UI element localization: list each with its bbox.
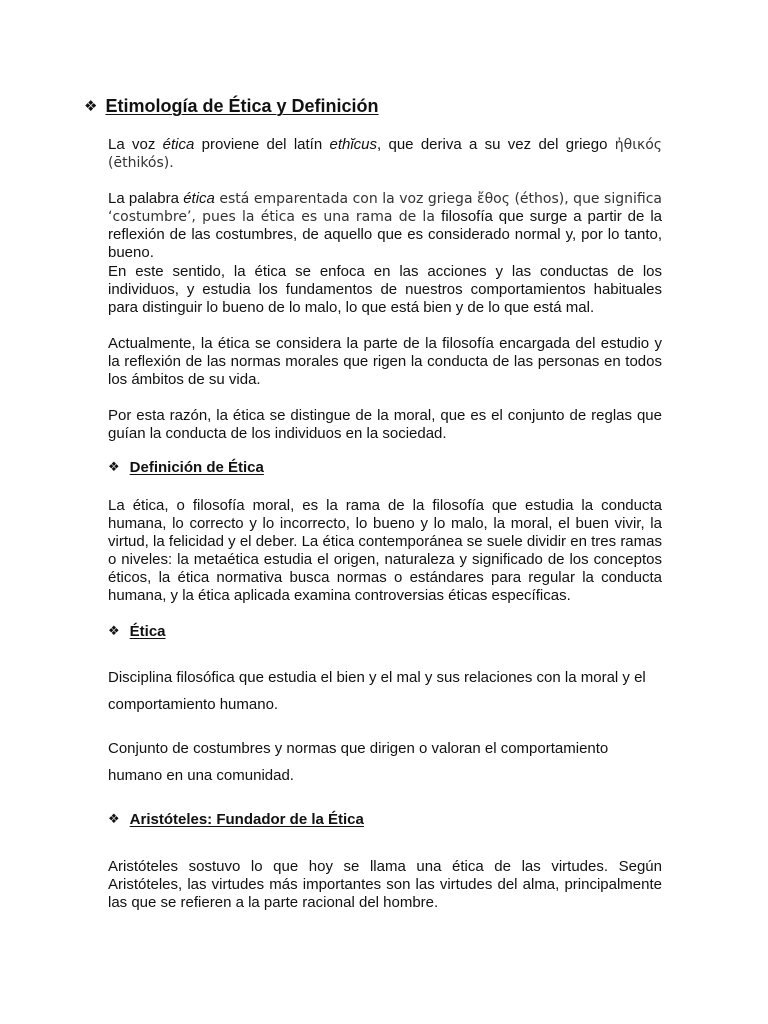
heading-definicion <box>108 459 264 476</box>
diamond-bullet-icon: ❖ <box>108 460 120 475</box>
paragraph-disciplina: Disciplina filosófica que estudia el bien y el mal y sus relaciones con la moral y el comportamiento humano. <box>108 669 646 713</box>
heading-aristoteles <box>108 811 364 828</box>
main-heading-text: Etimología de Ética y Definición <box>105 96 379 116</box>
greek-term: ἠθικός (ēthikós) <box>108 137 662 171</box>
heading-etica-text: Ética <box>129 623 166 640</box>
paragraph-actualmente: Actualmente, la ética se considera la parte de la filosofía encargada del estudio y la reflexión de las normas morales que rigen la conducta de las personas en todos los ámbitos de su vida. <box>108 335 662 388</box>
paragraph-conjunto: Conjunto de costumbres y normas que dirigen o valoran el comportamiento humano en una comunidad. <box>108 740 609 784</box>
heading-etica <box>108 623 166 640</box>
diamond-bullet-icon: ❖ <box>84 97 98 115</box>
heading-definicion-text: Definición de Ética <box>129 459 264 476</box>
italic-etica: ética <box>162 136 195 153</box>
main-heading <box>84 96 379 117</box>
paragraph-etimologia: La voz ética proviene del latín ethĭcus, que deriva a su vez del griego ἠθικός (ēthikós). <box>108 136 662 171</box>
heading-aristoteles-text: Aristóteles: Fundador de la Ética <box>129 811 364 828</box>
paragraph-palabra-etica: La palabra ética está emparentada con la voz griega ἔθος (éthos), que significa ‘costumbre’, pues la ética es una rama de la filosofía que surge a partir de la reflexión de las costumbres, de aquello que es considerado normal y, por lo tanto, bueno. <box>108 190 662 261</box>
diamond-bullet-icon: ❖ <box>108 624 120 639</box>
italic-ethicus: ethĭcus <box>329 136 378 153</box>
paragraph-razon: Por esta razón, la ética se distingue de la moral, que es el conjunto de reglas que guían la conducta de los individuos en la sociedad. <box>108 407 662 442</box>
paragraph-sentido: En este sentido, la ética se enfoca en las acciones y las conductas de los individuos, y estudia los fundamentos de nuestros comportamientos habituales para distinguir lo bueno de lo malo, lo que está bien y de lo que está mal. <box>108 263 662 316</box>
paragraph-definicion: La ética, o filosofía moral, es la rama de la filosofía que estudia la conducta humana, lo correcto y lo incorrecto, lo bueno y lo malo, la moral, el buen vivir, la virtud, la felicidad y el deber. La ética contemporánea se suele dividir en tres ramas o niveles: la metaética estudia el origen, naturaleza y significado de los conceptos éticos, la ética normativa busca normas o estándares para regular la conducta humana, y la ética aplicada examina controversias éticas específicas. <box>108 497 662 604</box>
diamond-bullet-icon: ❖ <box>108 812 120 827</box>
italic-etica: ética <box>183 190 215 207</box>
paragraph-aristoteles: Aristóteles sostuvo lo que hoy se llama una ética de las virtudes. Según Aristóteles, las virtudes más importantes son las virtudes del alma, principalmente las que se refieren a la parte racional del hombre. <box>108 858 662 911</box>
